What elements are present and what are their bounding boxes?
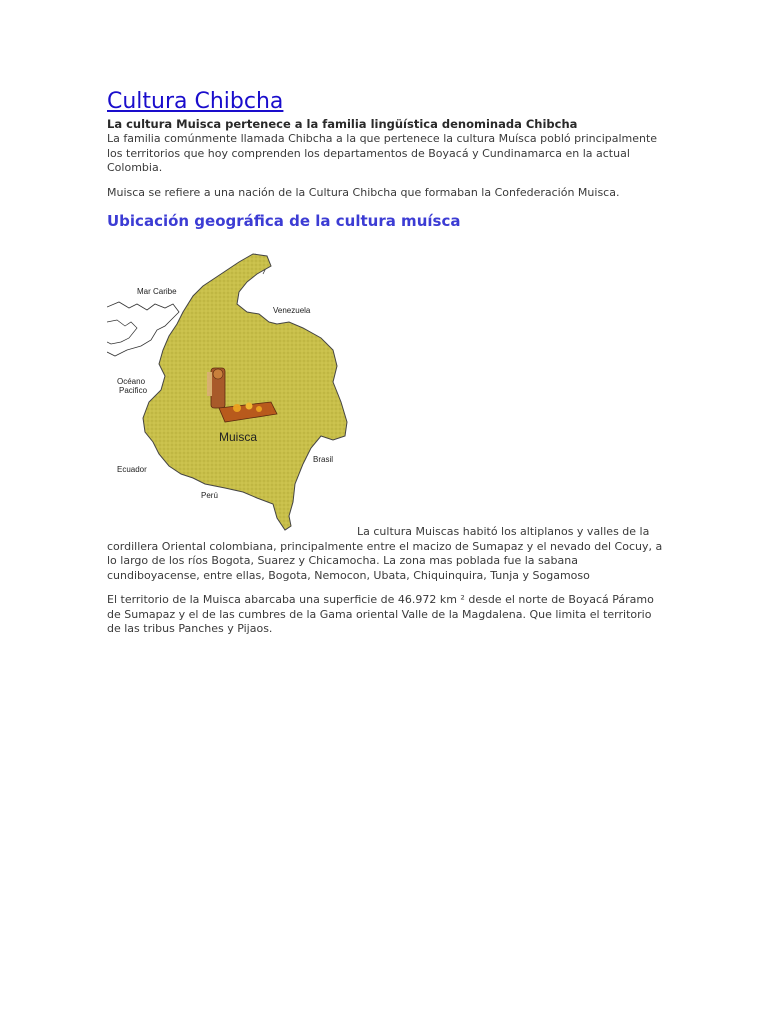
paragraph-habitat: La cultura Muiscas habitó los altiplanos y valles de la cordillera Oriental colombiana, principalmente entre el macizo de Sumapaz y el nevado del Cocuy, a lo largo de los ríos Bogota, Suarez y Chicamocha. La zona mas poblada fue la sabana cundiboyacense, entre ellas, Bogota, Nemocon, Ubata, Chiquinquira, Tunja y Sogamoso (107, 525, 663, 582)
paragraph-intro: La familia comúnmente llamada Chibcha a la que pertenece la cultura Muísca pobló principalmente los territorios que hoy comprenden los departamentos de Boyacá y Cundinamarca en la actual Colombia. (107, 132, 658, 174)
label-muisca: Muisca (219, 430, 258, 444)
colombia-map-image (107, 252, 352, 534)
label-peru: Perú (201, 491, 218, 500)
label-ecuador: Ecuador (117, 465, 147, 474)
label-pacifico: Pacifico (119, 386, 148, 395)
label-oceano: Océano (117, 377, 146, 386)
label-mar-caribe: Mar Caribe (137, 287, 177, 296)
label-brasil: Brasil (313, 455, 334, 464)
section-heading-ubicacion: Ubicación geográfica de la cultura muísca (107, 212, 461, 230)
page-title-link[interactable]: Cultura Chibcha (107, 89, 284, 114)
paragraph-muisca-definition: Muisca se refiere a una nación de la Cultura Chibcha que formaban la Confederación Muisca. (107, 186, 620, 199)
label-venezuela: Venezuela (273, 306, 311, 315)
paragraph-territorio: El territorio de la Muisca abarcaba una superficie de 46.972 km ² desde el norte de Boyacá Páramo de Sumapaz y el de las cumbres de la Gama oriental Valle de la Magdalena. Que limita el territorio de las tribus Panches y Pijaos. (107, 593, 654, 635)
colombia-map-svg (107, 252, 352, 534)
subtitle: La cultura Muisca pertenece a la familia lingüística denominada Chibcha (107, 117, 578, 131)
